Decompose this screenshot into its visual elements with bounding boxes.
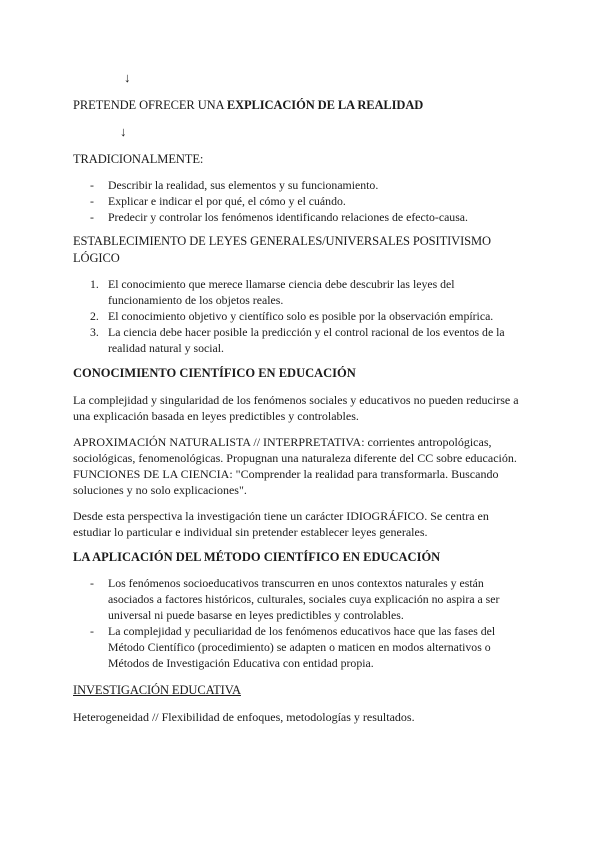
traditional-heading: TRADICIONALMENTE: [73, 152, 204, 166]
explanation-bold: EXPLICACIÓN DE LA REALIDAD [226, 98, 424, 112]
dash-bullet: - [90, 210, 94, 224]
research-text: Heterogeneidad // Flexibilidad de enfoques, metodologías y resultados. [73, 710, 415, 724]
section-title-application: LA APLICACIÓN DEL MÉTODO CIENTÍFICO EN EDUCACIÓN [73, 550, 441, 564]
list-number: 2. [90, 309, 99, 323]
section-title-research: INVESTIGACIÓN EDUCATIVA [73, 683, 241, 697]
list-number: 1. [90, 277, 99, 291]
list-item [0, 623, 518, 671]
laws-heading-line2: LÓGICO [73, 251, 120, 265]
laws-list [0, 276, 523, 356]
list-item [0, 276, 523, 308]
list-item [0, 177, 518, 193]
list-item [0, 193, 518, 209]
list-item [0, 308, 523, 324]
dash-bullet: - [90, 178, 94, 192]
list-item-text: La ciencia debe hacer posible la predicción y el control racional de los eventos de la realidad natural y social. [108, 325, 505, 355]
list-item-text: Los fenómenos socioeducativos transcurren en unos contextos naturales y están asociados a factores históricos, culturales, sociales cuya explicación no aspira a ser universal ni puede basarse en leyes predictibles y controlables. [108, 576, 500, 622]
laws-heading-line1: ESTABLECIMIENTO DE LEYES GENERALES/UNIVERSALES POSITIVISMO [73, 234, 491, 248]
list-item-text: Predecir y controlar los fenómenos identificando relaciones de efecto-causa. [108, 210, 468, 224]
down-arrow-icon: ↓ [124, 70, 131, 85]
paragraph-idiographic: Desde esta perspectiva la investigación tiene un carácter IDIOGRÁFICO. Se centra en estudiar lo particular e individual sin pretender establecer leyes generales. [73, 509, 489, 539]
explanation-prefix: PRETENDE OFRECER UNA [73, 98, 227, 112]
application-list [0, 575, 518, 671]
paragraph-complexity: La complejidad y singularidad de los fenómenos sociales y educativos no pueden reducirse a una explicación basada en leyes predictibles y controlables. [73, 393, 519, 423]
list-item [0, 575, 518, 623]
dash-bullet: - [90, 624, 94, 638]
dash-bullet: - [90, 576, 94, 590]
list-item-text: El conocimiento objetivo y científico solo es posible por la observación empírica. [108, 309, 494, 323]
list-item-text: Explicar e indicar el por qué, el cómo y el cuándo. [108, 194, 346, 208]
list-item-text: La complejidad y peculiaridad de los fenómenos educativos hace que las fases del Método Científico (procedimiento) se adapten o maticen en modos alternativos o Métodos de Investigación Educativa con entidad propia. [108, 624, 496, 670]
list-item-text: Describir la realidad, sus elementos y su funcionamiento. [108, 178, 379, 192]
explanation-line [73, 98, 423, 113]
traditional-list [0, 177, 518, 225]
list-item-text: El conocimiento que merece llamarse ciencia debe descubrir las leyes del funcionamiento de los objetos reales. [108, 277, 455, 307]
down-arrow-icon: ↓ [120, 124, 127, 139]
section-title-scientific-knowledge: CONOCIMIENTO CIENTÍFICO EN EDUCACIÓN [73, 366, 356, 380]
list-item [0, 209, 518, 225]
paragraph-naturalist: APROXIMACIÓN NATURALISTA // INTERPRETATIVA: corrientes antropológicas, sociológicas, fenomenológicas. Propugnan una naturaleza diferente del CC sobre educación. FUNCIONES DE LA CIENCIA: "Comprender la realidad para transformarla. Buscando soluciones y no solo explicaciones". [73, 435, 517, 497]
list-item [0, 324, 523, 356]
list-number: 3. [90, 325, 99, 339]
dash-bullet: - [90, 194, 94, 208]
